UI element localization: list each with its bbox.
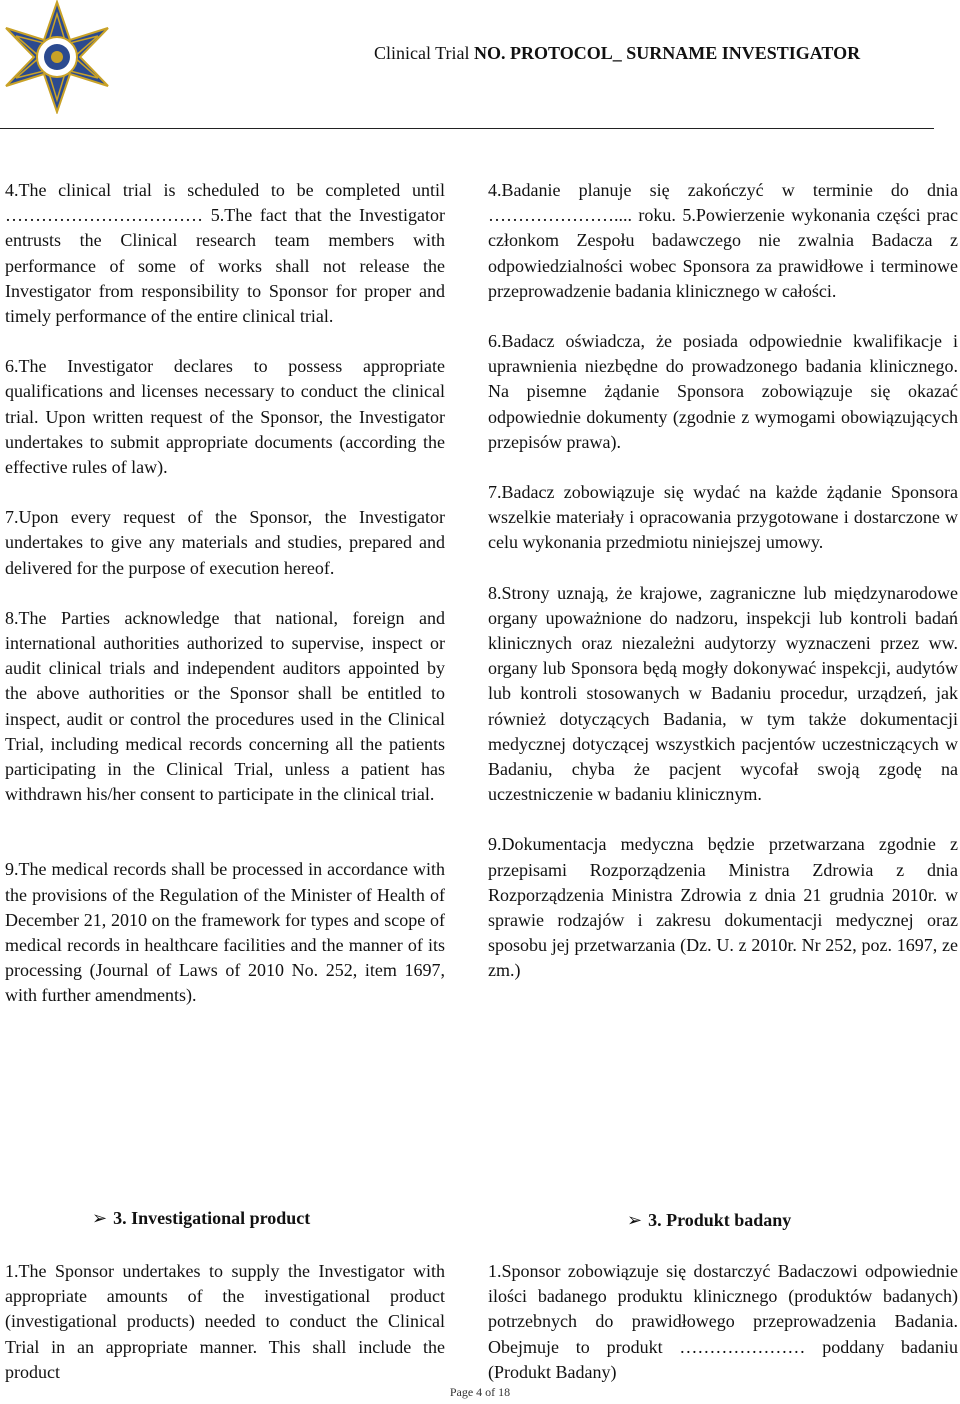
english-section-body [5,1259,445,1385]
english-product-paragraph: 1.The Sponsor undertakes to supply the Investigator with appropriate amounts of the investigational product (investigational products) needed to conduct the Clinical Trial in an appropriate manner. This shall include the product [5,1261,445,1382]
header-divider [0,128,934,129]
polish-paragraph-7: 7.Badacz zobowiązuje się wydać na każde żądanie Sponsora wszelkie materiały i opracowania przygotowane i dostarczone w celu wykonania przedmiotu niniejszej umowy. [488,482,958,553]
section-arrow-icon: ➢ [627,1210,643,1230]
header-title-protocol: NO. PROTOCOL_ SURNAME INVESTIGATOR [474,43,861,63]
header-title-prefix: Clinical Trial [374,43,470,63]
section-arrow-icon: ➢ [92,1208,108,1228]
polish-column [488,178,958,984]
english-paragraph-9: 9.The medical records shall be processed in accordance with the provisions of the Regulation of the Minister of Health of December 21, 2010 on the framework for types and scope of medical records in healthcare facilities and the manner of its processing (Journal of Laws of 2010 No. 252, item 1697, with further amendments). [5,859,445,1006]
polish-product-paragraph: 1.Sponsor zobowiązuje się dostarczyć Badaczowi odpowiednie ilości badanego produktu klinicznego (produktów badanych) potrzebnych do prawidłowego przeprowadzenia Badania. Obejmuje to produkt ………………… poddany badaniu (Produkt Badany) [488,1261,958,1382]
english-column [5,178,445,1009]
english-paragraph-6: 6.The Investigator declares to possess appropriate qualifications and licenses necessary to conduct the clinical trial. Upon written request of the Sponsor, the Investigator undertakes to submit appropriate documents (according the effective rules of law). [5,356,445,478]
polish-section-body [488,1259,958,1385]
english-paragraph-8: 8.The Parties acknowledge that national, foreign and international authorities authorized to supervise, inspect or audit clinical trials and independent auditors appointed by the above authorities or the Sponsor shall be entitled to inspect, audit or control the procedures used in the Clinical Trial, including medical records concerning all the patients participating in the Clinical Trial, unless a patient has withdrawn his/her consent to participate in the clinical trial. [5,607,445,805]
page-number: Page 4 of 18 [449,1385,511,1399]
polish-paragraph-6: 6.Badacz oświadcza, że posiada odpowiednie kwalifikacje i uprawnienia niezbędne do prowadzonego badania klinicznego. Na pisemne żądanie Sponsora zobowiązuje się okazać odpowiednie dokumenty (zgodnie z wymogami obowiązujących przepisów prawa). [488,331,958,452]
polish-paragraph-8: 8.Strony uznają, że krajowe, zagraniczne lub międzynarodowe organy upoważnione do nadzoru, inspekcji lub kontroli badań klinicznych oraz niezależni audytorzy wyznaczeni przez ww. organy lub Sponsora będą mogły dokonywać inspekcji, audytów lub kontroli stosowanych w Badaniu procedur, urządzeń, jak również dotyczących Badania, w tym także dokumentacji medycznej dotyczącej wszystkich pacjentów uczestniczących w Badaniu, chyba że pacjent wycofał swoją zgodę na uczestniczenie w badaniu klinicznym. [488,582,958,805]
polish-section-title: ➢ 3. Produkt badany [627,1210,792,1230]
polish-paragraph-4-5: 4.Badanie planuje się zakończyć w terminie do dnia ………………….... roku. 5.Powierzenie wykonania części prac członkom Zespołu badawczego nie zwalnia Badacza z odpowiedzialności wobec Sponsora za prawidłowe i terminowe przeprowadzenie badania klinicznego w całości. [488,180,958,301]
english-paragraph-4-5: 4.The clinical trial is scheduled to be completed until …………………………… 5.The fact that the Investigator entrusts the Clinical research team members with performance of some of works shall not release the Investigator from responsibility to Sponsor for proper and timely performance of the entire clinical trial. [5,180,445,327]
polish-paragraph-9: 9.Dokumentacja medyczna będzie przetwarzana zgodnie z przepisami Rozporządzenia Ministra Zdrowia z dnia Rozporządzenia Ministra Zdrowia z dnia 21 grudnia 2010r. w sprawie rodzajów i zakresu dokumentacji medycznej oraz sposobu jej przetwarzania (Dz. U. z 2010r. Nr 252, poz. 1697, ze zm.) [488,834,958,981]
document-header [374,43,860,64]
english-section-title: ➢ 3. Investigational product [92,1208,311,1228]
institution-logo-icon [0,0,114,114]
english-paragraph-7: 7.Upon every request of the Sponsor, the Investigator undertakes to give any materials and studies, prepared and delivered for the purpose of execution hereof. [5,507,445,578]
